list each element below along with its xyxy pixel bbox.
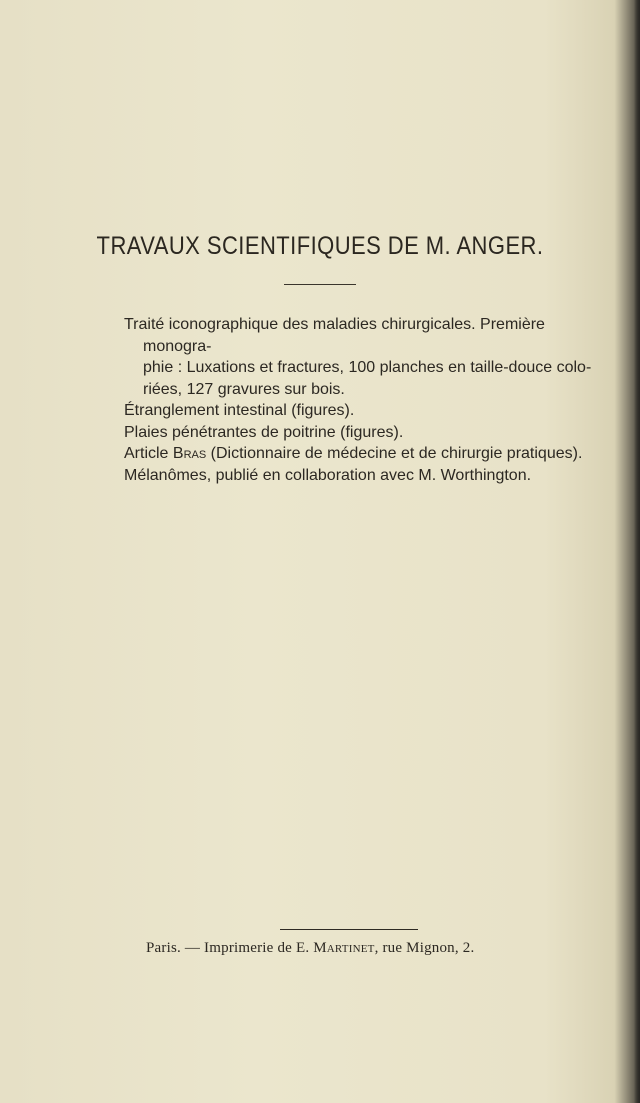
imprint-line	[146, 940, 586, 957]
title-divider	[284, 284, 356, 285]
page-edge-shadow	[634, 0, 640, 1103]
imprint-suffix: , rue Mignon, 2.	[374, 940, 475, 956]
work-item: Traité iconographique des maladies chirurgicales. Première monogra- phie : Luxations et fractures, 100 planches en taille-douce colo- riées, 127 gravures sur bois.	[124, 316, 592, 398]
work-item: Plaies pénétrantes de poitrine (figures).	[124, 423, 404, 441]
work-item-suffix: (Dictionnaire de médecine et de chirurgie pratiques).	[206, 445, 583, 462]
work-item: Étranglement intestinal (figures).	[124, 402, 355, 419]
imprint-divider	[280, 929, 418, 930]
work-item-prefix: Article	[124, 445, 173, 462]
works-list	[124, 314, 604, 486]
imprint-printer-name: Martinet	[313, 940, 375, 956]
page-title: TRAVAUX SCIENTIFIQUES DE M. ANGER.	[96, 232, 544, 260]
work-item: Mélanômes, publié en collaboration avec M. Worthington.	[124, 466, 532, 484]
work-item	[124, 443, 604, 465]
imprint-prefix: Paris. — Imprimerie de E.	[146, 940, 314, 956]
work-item-small-caps: Bras	[172, 445, 207, 462]
